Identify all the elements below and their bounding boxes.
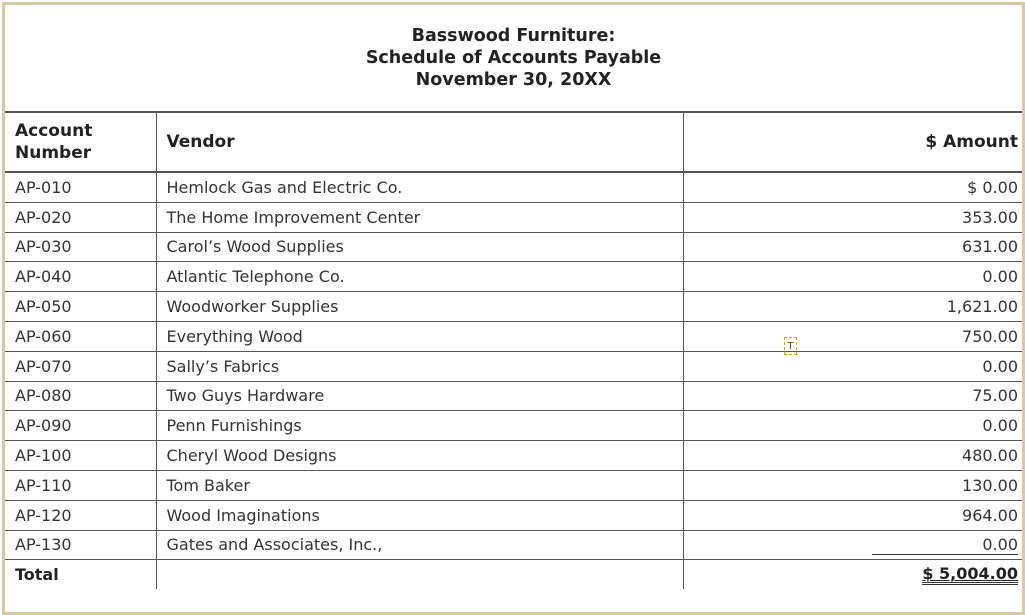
title-block — [5, 5, 1022, 113]
report-title: Schedule of Accounts Payable — [365, 48, 662, 68]
total-label: Total — [5, 560, 156, 589]
table-row — [5, 411, 1022, 441]
amount-cell — [683, 530, 1022, 560]
table-row — [5, 202, 1022, 232]
schedule-frame — [2, 2, 1025, 615]
vendor-cell: Two Guys Hardware — [156, 381, 683, 411]
account-number-cell: AP-090 — [5, 411, 156, 441]
amount-cell: 75.00 — [683, 381, 1022, 411]
table-row — [5, 381, 1022, 411]
table-row — [5, 292, 1022, 322]
text-cursor-marker-icon: T — [784, 337, 797, 355]
table-body — [5, 172, 1022, 560]
vendor-header: Vendor — [156, 113, 683, 172]
vendor-cell: Everything Wood — [156, 321, 683, 351]
amount-cell: 750.00 — [683, 321, 1022, 351]
account-number-cell: AP-030 — [5, 232, 156, 262]
table-row — [5, 262, 1022, 292]
table-row — [5, 351, 1022, 381]
total-amount: $ 5,004.00 — [922, 564, 1018, 584]
account-number-cell: AP-080 — [5, 381, 156, 411]
vendor-cell: Cheryl Wood Designs — [156, 441, 683, 471]
account-number-cell: AP-010 — [5, 172, 156, 202]
amount-header: $ Amount — [683, 113, 1022, 172]
amount-cell: 480.00 — [683, 441, 1022, 471]
account-number-header: Account Number — [5, 113, 156, 172]
table-row — [5, 500, 1022, 530]
vendor-cell: Sally’s Fabrics — [156, 351, 683, 381]
accounts-payable-table — [5, 113, 1022, 589]
amount-cell: 0.00 — [683, 262, 1022, 292]
report-date: November 30, 20XX — [415, 70, 612, 90]
account-number-cell: AP-070 — [5, 351, 156, 381]
table-row — [5, 172, 1022, 202]
table-row — [5, 232, 1022, 262]
amount-cell: 964.00 — [683, 500, 1022, 530]
amount-cell: 1,621.00 — [683, 292, 1022, 322]
amount-cell: 631.00 — [683, 232, 1022, 262]
account-number-cell: AP-100 — [5, 441, 156, 471]
table-row — [5, 530, 1022, 560]
company-title: Basswood Furniture: — [411, 26, 616, 46]
amount-cell: 0.00 — [683, 351, 1022, 381]
vendor-cell: Hemlock Gas and Electric Co. — [156, 172, 683, 202]
table-row — [5, 470, 1022, 500]
total-row — [5, 560, 1022, 589]
account-number-cell: AP-020 — [5, 202, 156, 232]
account-number-cell: AP-060 — [5, 321, 156, 351]
amount-cell: 0.00 — [683, 411, 1022, 441]
account-number-cell: AP-050 — [5, 292, 156, 322]
account-number-cell: AP-110 — [5, 470, 156, 500]
account-number-cell: AP-130 — [5, 530, 156, 560]
table-row — [5, 321, 1022, 351]
vendor-cell: Wood Imaginations — [156, 500, 683, 530]
amount-cell: 130.00 — [683, 470, 1022, 500]
vendor-cell: Atlantic Telephone Co. — [156, 262, 683, 292]
vendor-cell: Gates and Associates, Inc., — [156, 530, 683, 560]
table-row — [5, 441, 1022, 471]
vendor-cell: Penn Furnishings — [156, 411, 683, 441]
header-row — [5, 113, 1022, 172]
vendor-cell: The Home Improvement Center — [156, 202, 683, 232]
amount-value: 0.00 — [872, 535, 1018, 555]
account-number-cell: AP-040 — [5, 262, 156, 292]
amount-cell: 353.00 — [683, 202, 1022, 232]
vendor-cell: Woodworker Supplies — [156, 292, 683, 322]
vendor-cell: Tom Baker — [156, 470, 683, 500]
total-amount-cell — [683, 560, 1022, 589]
amount-cell: $ 0.00 — [683, 172, 1022, 202]
total-vendor-cell — [156, 560, 683, 589]
vendor-cell: Carol’s Wood Supplies — [156, 232, 683, 262]
account-number-cell: AP-120 — [5, 500, 156, 530]
